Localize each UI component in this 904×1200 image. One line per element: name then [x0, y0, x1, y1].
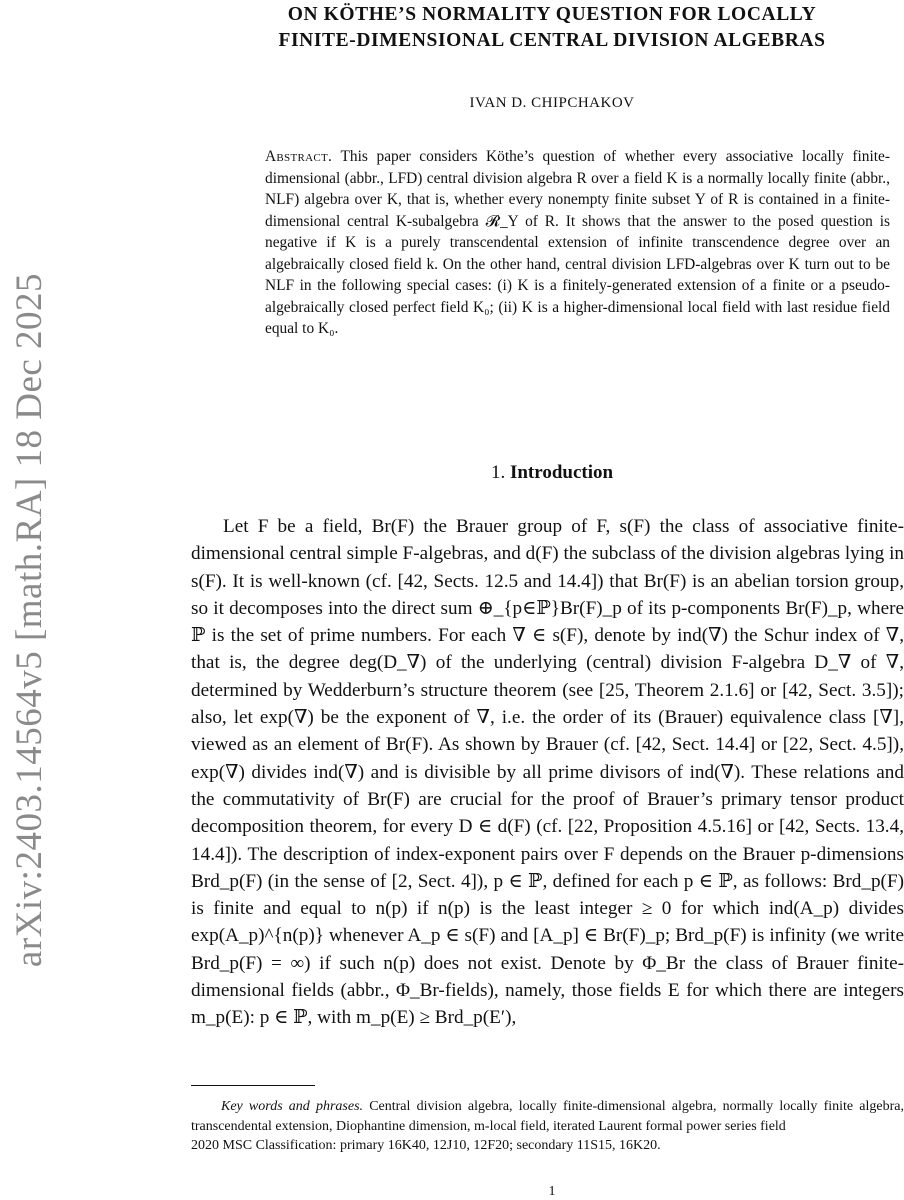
abstract-label: Abstract.: [265, 148, 333, 165]
footnotes: [191, 1097, 904, 1156]
msc-footnote: 2020 MSC Classification: primary 16K40, 12J10, 12F20; secondary 11S15, 16K20.: [191, 1138, 661, 1154]
section-number: 1.: [490, 462, 506, 483]
abstract: [265, 146, 890, 340]
paper-title: [200, 2, 904, 54]
keywords-label: Key words and phrases.: [221, 1099, 364, 1114]
keywords-text: Central division algebra, locally finite-dimensional algebra, normally locally finite algebra, transcendental extension, Diophantine dimension, m-local field, iterated Laurent formal power series field: [191, 1099, 904, 1134]
section-title: Introduction: [509, 462, 614, 483]
section-heading: [200, 462, 904, 484]
body-text: [191, 513, 904, 1032]
abstract-text: This paper considers Köthe’s question of whether every associative locally finite-dimensional (abbr., LFD) central division algebra R over a field K is a normally locally finite (abbr., NLF) algebra over K, that is, whether every nonempty finite subset Y of R is contained in a finite-dimensional central K-subalgebra 𝓡_Y of R. It shows that the answer to the posed question is negative if K is a purely transcendental extension of infinite transcendence degree over an algebraically closed field k. On the other hand, central division LFD-algebras over K turn out to be NLF in the following special cases: (i) K is a finitely-generated extension of a finite or a pseudo-algebraically closed perfect field K₀; (ii) K is a higher-dimensional local field with last residue field equal to K₀.: [265, 148, 890, 337]
keywords-footnote: [191, 1097, 904, 1136]
author: IVAN D. CHIPCHAKOV: [469, 95, 635, 111]
footnote-rule: [191, 1085, 315, 1086]
arxiv-stamp-text: arXiv:2403.14564v5 [math.RA] 18 Dec 2025: [9, 272, 50, 968]
page-number: 1: [548, 1184, 556, 1199]
title-line-1: ON KÖTHE’S NORMALITY QUESTION FOR LOCALLY: [287, 4, 817, 25]
paragraph: Let F be a field, Br(F) the Brauer group of F, s(F) the class of associative finite-dimensional central simple F-algebras, and d(F) the subclass of the division algebras lying in s(F). It is well-known (cf. [42, Sects. 12.5 and 14.4]) that Br(F) is an abelian torsion group, so it decomposes into the direct sum ⊕_{p∈ℙ}Br(F)_p of its p-components Br(F)_p, where ℙ is the set of prime numbers. For each ∇ ∈ s(F), denote by ind(∇) the Schur index of ∇, that is, the degree deg(D_∇) of the underlying (central) division F-algebra D_∇ of ∇, determined by Wedderburn’s structure theorem (see [25, Theorem 2.1.6] or [42, Sect. 3.5]); also, let exp(∇) be the exponent of ∇, i.e. the order of its (Brauer) equivalence class [∇], viewed as an element of Br(F). As shown by Brauer (cf. [42, Sect. 14.4] or [22, Sect. 4.5]), exp(∇) divides ind(∇) and is divisible by all prime divisors of ind(∇). These relations and the commutativity of Br(F) are crucial for the proof of Brauer’s primary tensor product decomposition theorem, for every D ∈ d(F) (cf. [22, Proposition 4.5.16] or [42, Sects. 13.4, 14.4]). The description of index-exponent pairs over F depends on the Brauer p-dimensions Brd_p(F) (in the sense of [2, Sect. 4]), p ∈ ℙ, defined for each p ∈ ℙ, as follows: Brd_p(F) is finite and equal to n(p) if n(p) is the least integer ≥ 0 for which ind(A_p) divides exp(A_p)^{n(p)} whenever A_p ∈ s(F) and [A_p] ∈ Br(F)_p; Brd_p(F) is infinity (we write Brd_p(F) = ∞) if such n(p) does not exist. Denote by Φ_Br the class of Brauer finite-dimensional fields (abbr., Φ_Br-fields), namely, those fields E for which there are integers m_p(E): p ∈ ℙ, with m_p(E) ≥ Brd_p(E′),: [191, 516, 904, 1029]
title-line-2: FINITE-DIMENSIONAL CENTRAL DIVISION ALGEBRAS: [278, 30, 826, 51]
